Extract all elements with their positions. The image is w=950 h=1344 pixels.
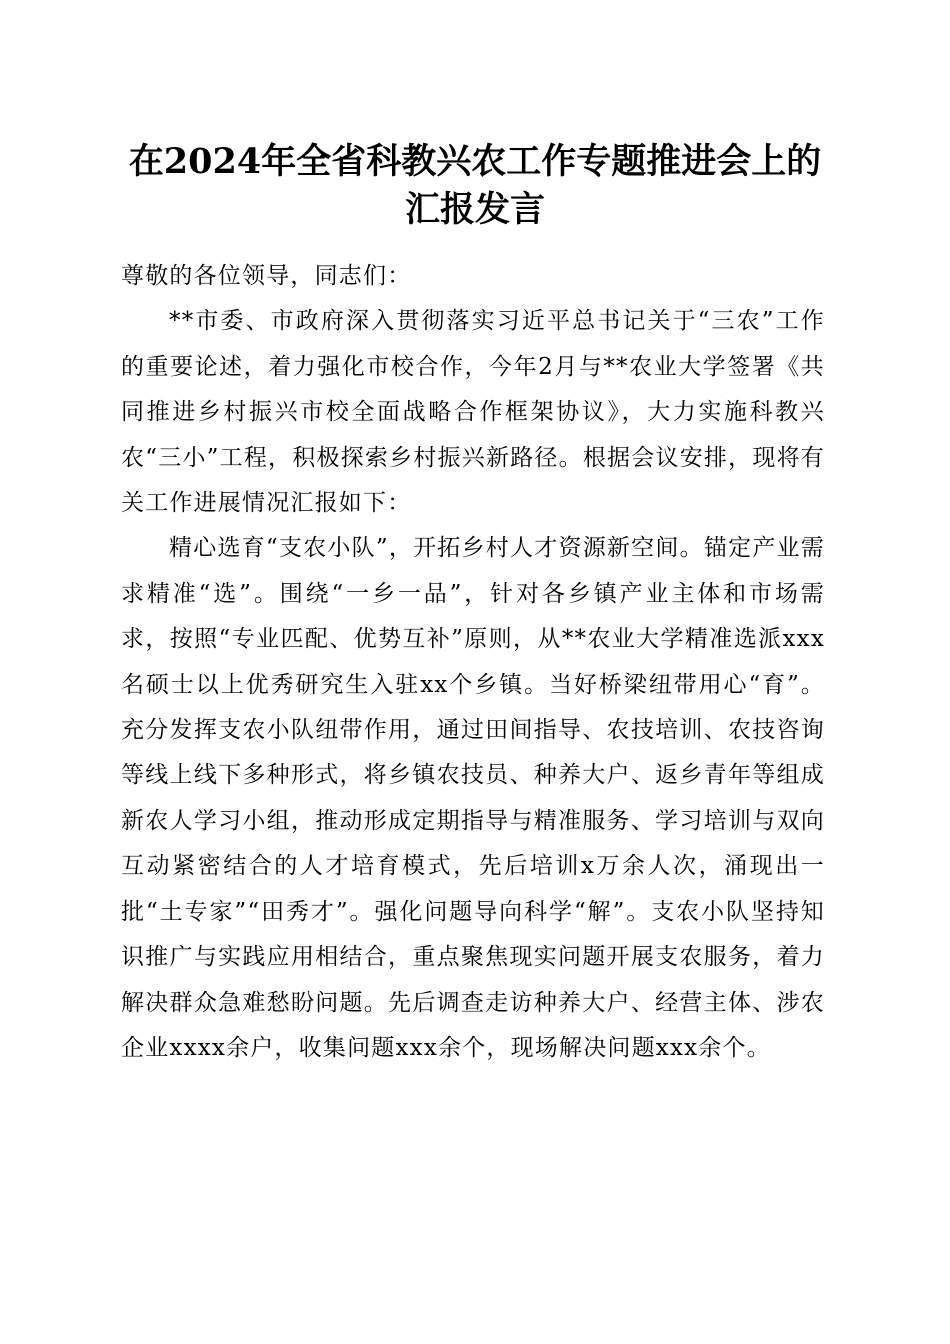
- paragraph-support-team: 精心选育“支农小队”，开拓乡村人才资源新空间。锚定产业需求精准“选”。围绕“一乡一品”，针对各乡镇产业主体和市场需求，按照“专业匹配、优势互补”原则，从**农业大学精准选派xxx名硕士以上优秀研究生入驻xx个乡镇。当好桥梁纽带用心“育”。充分发挥支农小队纽带作用，通过田间指导、农技培训、农技咨询等线上线下多种形式，将乡镇农技员、种养大户、返乡青年等组成新农人学习小组，推动形成定期指导与精准服务、学习培训与双向互动紧密结合的人才培育模式，先后培训x万余人次，涌现出一批“土专家”“田秀才”。强化问题导向科学“解”。支农小队坚持知识推广与实践应用相结合，重点聚焦现实问题开展支农服务，着力解决群众急难愁盼问题。先后调查走访种养大户、经营主体、涉农企业xxxx余户，收集问题xxx余个，现场解决问题xxx余个。: [121, 535, 825, 1061]
- title-line-1: 在2024年全省科教兴农工作专题推进会上的: [128, 141, 822, 182]
- document-title: [100, 138, 850, 234]
- document-body: [121, 254, 825, 1071]
- paragraph-intro: **市委、市政府深入贯彻落实习近平总书记关于“三农”工作的重要论述，着力强化市校合作，今年2月与**农业大学签署《共同推进乡村振兴市校全面战略合作框架协议》，大力实施科教兴农“三小”工程，积极探索乡村振兴新路径。根据会议安排，现将有关工作进展情况汇报如下：: [121, 308, 825, 517]
- salutation: 尊敬的各位领导，同志们：: [121, 263, 412, 289]
- title-line-2: 汇报发言: [404, 189, 545, 230]
